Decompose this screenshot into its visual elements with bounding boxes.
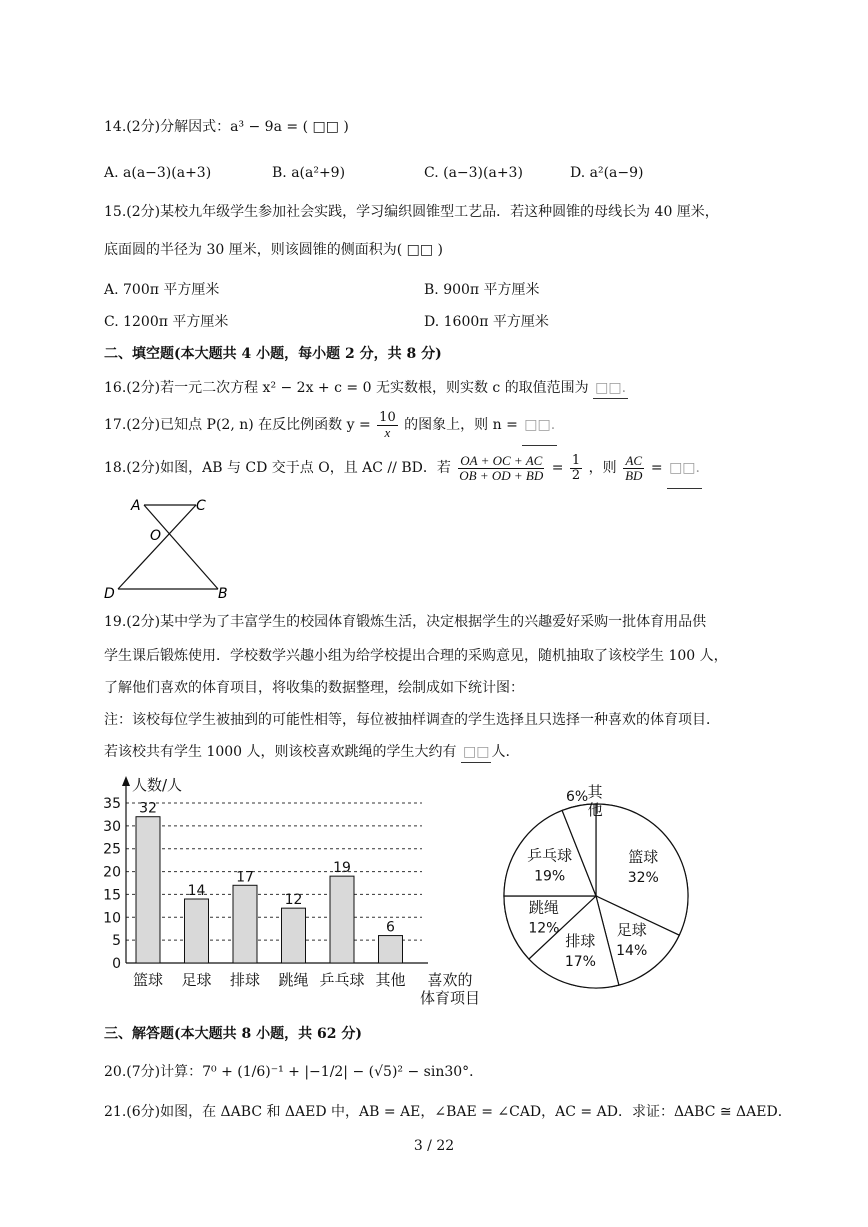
x-axis-label-line1: 喜欢的 bbox=[427, 971, 473, 989]
q15-stem-line2: 底面圆的半径为 30 厘米，则该圆锥的侧面积为( □□ ) bbox=[104, 242, 443, 258]
label-c: C bbox=[196, 498, 206, 514]
q17-fraction bbox=[377, 411, 398, 440]
y-tick-label: 5 bbox=[112, 933, 121, 950]
pie-value-label: 32% bbox=[627, 869, 659, 886]
x-tick-label: 排球 bbox=[229, 971, 261, 989]
q15-option-b: B. 900π 平方厘米 bbox=[424, 282, 540, 298]
q18 bbox=[104, 448, 702, 489]
y-tick-label: 10 bbox=[103, 910, 121, 927]
x-tick-label: 乒乓球 bbox=[319, 971, 365, 989]
pie-label: 篮球 bbox=[628, 847, 659, 866]
q17-blank: □□. bbox=[522, 405, 557, 446]
q17-fraction-den: x bbox=[384, 424, 391, 440]
q19-line5 bbox=[104, 742, 510, 763]
q19-line3: 了解他们喜欢的体育项目，将收集的数据整理，绘制成如下统计图： bbox=[104, 680, 524, 696]
q14-option-b: B. a(a²+9) bbox=[272, 165, 346, 181]
x-tick-label: 跳绳 bbox=[278, 971, 309, 989]
y-tick-label: 25 bbox=[103, 841, 121, 858]
q14-option-d: D. a²(a−9) bbox=[570, 165, 644, 181]
q18-fraction-3 bbox=[623, 454, 644, 483]
label-b: B bbox=[218, 586, 228, 602]
bar-value-label: 32 bbox=[139, 800, 157, 817]
y-axis-label: 人数/人 bbox=[132, 776, 183, 794]
q16-blank: □□. bbox=[593, 378, 628, 399]
pie-label: 足球 bbox=[616, 921, 647, 940]
q18-fraction-2 bbox=[570, 454, 582, 483]
q18-pre: 18.(2分)如图，AB 与 CD 交于点 O，且 AC // BD．若 bbox=[104, 460, 451, 476]
q18-fraction-2-num: 1 bbox=[571, 452, 581, 468]
q20: 20.(7分)计算：7⁰ + (1/6)⁻¹ + |−1/2| − (√5)² − sin30°． bbox=[104, 1064, 484, 1080]
bar-chart bbox=[96, 770, 496, 1010]
q15-option-d: D. 1600π 平方厘米 bbox=[424, 314, 549, 330]
q16 bbox=[104, 378, 628, 399]
q18-mid: ，则 bbox=[588, 460, 617, 476]
y-tick-label: 20 bbox=[103, 864, 121, 881]
pie-value-label: 12% bbox=[528, 920, 560, 937]
q17-fraction-num: 10 bbox=[379, 409, 396, 425]
q18-fraction-1 bbox=[457, 454, 545, 483]
q19-blank: □□ bbox=[461, 742, 491, 763]
pie-label: 乒乓球 bbox=[527, 846, 573, 865]
pie-value-label: 14% bbox=[616, 943, 648, 960]
q14-option-a: A. a(a−3)(a+3) bbox=[104, 165, 212, 181]
q15-option-c: C. 1200π 平方厘米 bbox=[104, 314, 229, 330]
segment-cd bbox=[118, 505, 196, 589]
bar-value-label: 14 bbox=[187, 883, 206, 899]
y-tick-label: 35 bbox=[103, 796, 121, 812]
q14-stem: 14.(2分)分解因式：a³ − 9a = ( □□ ) bbox=[104, 119, 349, 135]
q19-line5-post: 人. bbox=[491, 744, 510, 760]
pie-label-char-1: 其 bbox=[587, 783, 603, 802]
bar-跳绳 bbox=[282, 908, 306, 963]
q18-fraction-3-num: AC bbox=[625, 452, 643, 468]
pie-label: 跳绳 bbox=[528, 898, 559, 917]
q16-text: 16.(2分)若一元二次方程 x² − 2x + c = 0 无实数根，则实数 c 的取值范围为 bbox=[104, 380, 589, 396]
x-axis-label-line2: 体育项目 bbox=[419, 989, 481, 1007]
y-tick-label: 0 bbox=[112, 956, 121, 972]
q19-line2: 学生课后锻炼使用．学校数学兴趣小组为给学校提出合理的采购意见，随机抽取了该校学生 100 人， bbox=[104, 648, 728, 664]
label-o: O bbox=[150, 528, 162, 544]
section-3-heading: 三、解答题(本大题共 8 小题，共 62 分) bbox=[104, 1026, 362, 1042]
q15-stem-line1: 15.(2分)某校九年级学生参加社会实践，学习编织圆锥型工艺品．若这种圆锥的母线长为 40 厘米， bbox=[104, 204, 719, 220]
q19-line4: 注：该校每位学生被抽到的可能性相等，每位被抽样调查的学生选择且只选择一种喜欢的体育项目． bbox=[104, 712, 720, 728]
bar-足球 bbox=[185, 899, 209, 963]
q17-pre: 17.(2分)已知点 P(2, n) 在反比例函数 y = bbox=[104, 417, 371, 433]
q18-fraction-2-den: 2 bbox=[571, 467, 581, 483]
bar-篮球 bbox=[136, 817, 160, 963]
y-axis-arrow bbox=[122, 776, 130, 786]
x-tick-label: 足球 bbox=[181, 971, 212, 989]
q17 bbox=[104, 405, 557, 446]
q14-option-c: C. (a−3)(a+3) bbox=[424, 165, 523, 181]
bar-排球 bbox=[233, 885, 257, 963]
q18-equals-2: = bbox=[650, 460, 663, 476]
q17-post: 的图象上，则 n = bbox=[404, 417, 518, 433]
y-tick-label: 15 bbox=[103, 887, 121, 904]
q18-blank: □□. bbox=[667, 448, 702, 489]
pie-chart bbox=[496, 783, 696, 996]
segment-ab bbox=[144, 505, 218, 589]
page-number: 3 / 22 bbox=[413, 1138, 455, 1154]
pie-label-char-2: 他 bbox=[587, 801, 603, 820]
pie-value-label: 6% bbox=[566, 789, 589, 806]
q18-fraction-3-den: BD bbox=[625, 467, 643, 483]
q18-fraction-1-den: OB + OD + BD bbox=[459, 467, 544, 483]
label-a: A bbox=[131, 498, 141, 514]
bar-value-label: 19 bbox=[333, 860, 351, 877]
q18-figure bbox=[96, 492, 246, 604]
q18-equals: = bbox=[551, 460, 564, 476]
q19-line1: 19.(2分)某中学为了丰富学生的校园体育锻炼生活，决定根据学生的兴趣爱好采购一批体育用品供 bbox=[104, 614, 707, 630]
x-tick-label: 其他 bbox=[375, 971, 406, 989]
pie-value-label: 19% bbox=[534, 868, 566, 885]
bar-乒乓球 bbox=[330, 876, 354, 963]
bar-value-label: 17 bbox=[236, 869, 254, 886]
bar-其他 bbox=[379, 936, 403, 963]
bar-value-label: 6 bbox=[386, 919, 395, 936]
x-tick-label: 篮球 bbox=[132, 971, 164, 989]
q15-option-a: A. 700π 平方厘米 bbox=[104, 282, 220, 298]
label-d: D bbox=[104, 586, 115, 602]
pie-label: 排球 bbox=[565, 931, 596, 950]
section-2-heading: 二、填空题(本大题共 4 小题，每小题 2 分，共 8 分) bbox=[104, 346, 442, 362]
q21: 21.(6分)如图，在 ΔABC 和 ΔAED 中，AB = AE，∠BAE = ∠CAD，AC = AD．求证：ΔABC ≅ ΔAED． bbox=[104, 1104, 792, 1120]
q18-fraction-1-num: OA + OC + AC bbox=[460, 452, 543, 468]
bar-value-label: 12 bbox=[284, 892, 303, 909]
pie-value-label: 17% bbox=[564, 953, 596, 970]
y-tick-label: 30 bbox=[103, 818, 121, 835]
q19-line5-pre: 若该校共有学生 1000 人，则该校喜欢跳绳的学生大约有 bbox=[104, 744, 457, 760]
